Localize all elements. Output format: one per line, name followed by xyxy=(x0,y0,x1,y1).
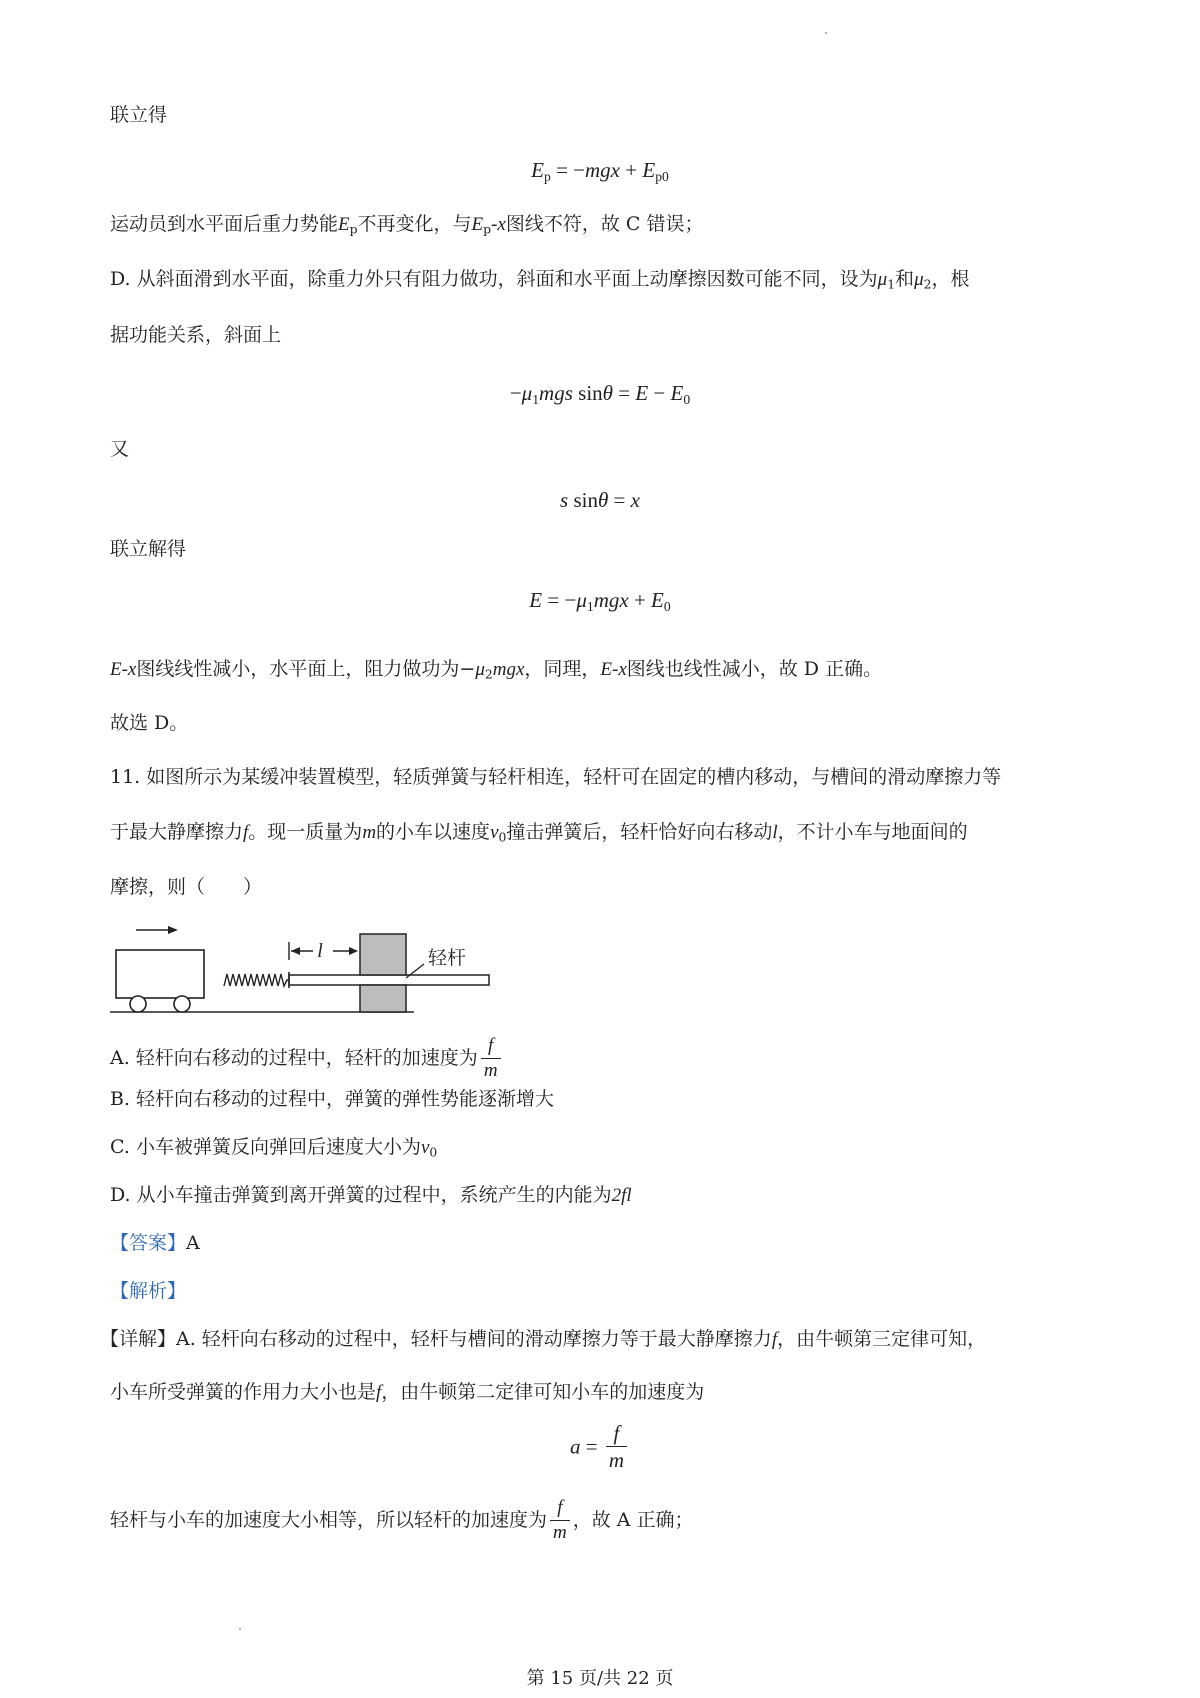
scan-speck xyxy=(239,1628,241,1630)
equation-s: s sinθ = x xyxy=(560,488,640,512)
option-c: C. 小车被弹簧反向弹回后速度大小为$v_0$ xyxy=(110,1136,438,1160)
cart-body xyxy=(116,950,204,998)
text-line: 联立解得 xyxy=(110,538,187,560)
fixed-slot-upper xyxy=(360,934,406,975)
equation-slope: $-\mu_1mgs$ $\sin\theta = E - E_0$ xyxy=(509,381,691,408)
equation-ep: $E_p = -mgx + E_{p0}$ xyxy=(531,158,669,185)
scan-speck xyxy=(825,32,827,34)
equation-a: a = $\frac{f}{m}$ xyxy=(0,1420,1200,1474)
text-line: 运动员到水平面后重力势能$E_p$不再变化，与$E_p-x$图线不符，故 C 错误； xyxy=(110,213,704,237)
option-d: D. 从小车撞击弹簧到离开弹簧的过程中，系统产生的内能为2fl xyxy=(110,1184,632,1206)
text-line: E-x图线线性减小，水平面上，阻力做功为$-\mu_2mgx$，同理，E-x图线也线性减小，故 D 正确。 xyxy=(110,658,883,682)
text-line: 联立得 xyxy=(110,104,168,126)
velocity-arrow-head xyxy=(168,926,178,934)
text-line: 故选 D。 xyxy=(110,712,189,734)
question-11-line: 11. 如图所示为某缓冲装置模型，轻质弹簧与轻杆相连，轻杆可在固定的槽内移动，与槽间的滑动摩擦力等 xyxy=(110,766,1002,788)
answer-tag: 【答案】 xyxy=(110,1232,187,1254)
dimension-arrow-right xyxy=(349,947,358,955)
light-rod xyxy=(289,975,489,985)
cart-wheel xyxy=(130,996,146,1012)
option-a: A. 轻杆向右移动的过程中，轻杆的加速度为 $\frac{f}{m}$ xyxy=(110,1034,504,1083)
detail-line: 【详解】A. 轻杆向右移动的过程中，轻杆与槽间的滑动摩擦力等于最大静摩擦力f，由牛顿第三定律可知， xyxy=(100,1328,987,1350)
detail-line: 轻杆与小车的加速度大小相等，所以轻杆的加速度为 $\frac{f}{m}$ ，故 A 正确； xyxy=(110,1497,694,1543)
detail-line: 小车所受弹簧的作用力大小也是f，由牛顿第二定律可知小车的加速度为 xyxy=(110,1381,705,1403)
cart-wheel xyxy=(174,996,190,1012)
equation-e: $E = -\mu_1mgx + E_0$ xyxy=(529,588,671,615)
text-line: D. 从斜面滑到水平面，除重力外只有阻力做功，斜面和水平面上动摩擦因数可能不同，设为$\mu_1$和$\mu_2$，根 xyxy=(110,268,970,292)
answer-line: 【答案】A xyxy=(110,1232,200,1254)
question-11-line: 于最大静摩擦力f。现一质量为m的小车以速度$v_0$撞击弹簧后，轻杆恰好向右移动l，不计小车与地面间的 xyxy=(110,821,968,845)
spring xyxy=(224,974,289,986)
analysis-tag: 【解析】 xyxy=(110,1280,187,1302)
buffer-device-figure xyxy=(108,920,528,1016)
fraction: $\frac{f}{m}$ xyxy=(481,1034,501,1083)
question-11-line: 摩擦，则（ ） xyxy=(110,876,263,898)
gap-label: l xyxy=(317,940,323,962)
text-line: 据功能关系，斜面上 xyxy=(110,324,282,346)
fixed-slot-lower xyxy=(360,985,406,1012)
dimension-arrow-left xyxy=(291,947,300,955)
option-b: B. 轻杆向右移动的过程中，弹簧的弹性势能逐渐增大 xyxy=(110,1088,555,1110)
page-footer: 第 15 页/共 22 页 xyxy=(526,1668,674,1689)
text-line: 又 xyxy=(110,438,130,460)
rod-label: 轻杆 xyxy=(428,947,467,969)
